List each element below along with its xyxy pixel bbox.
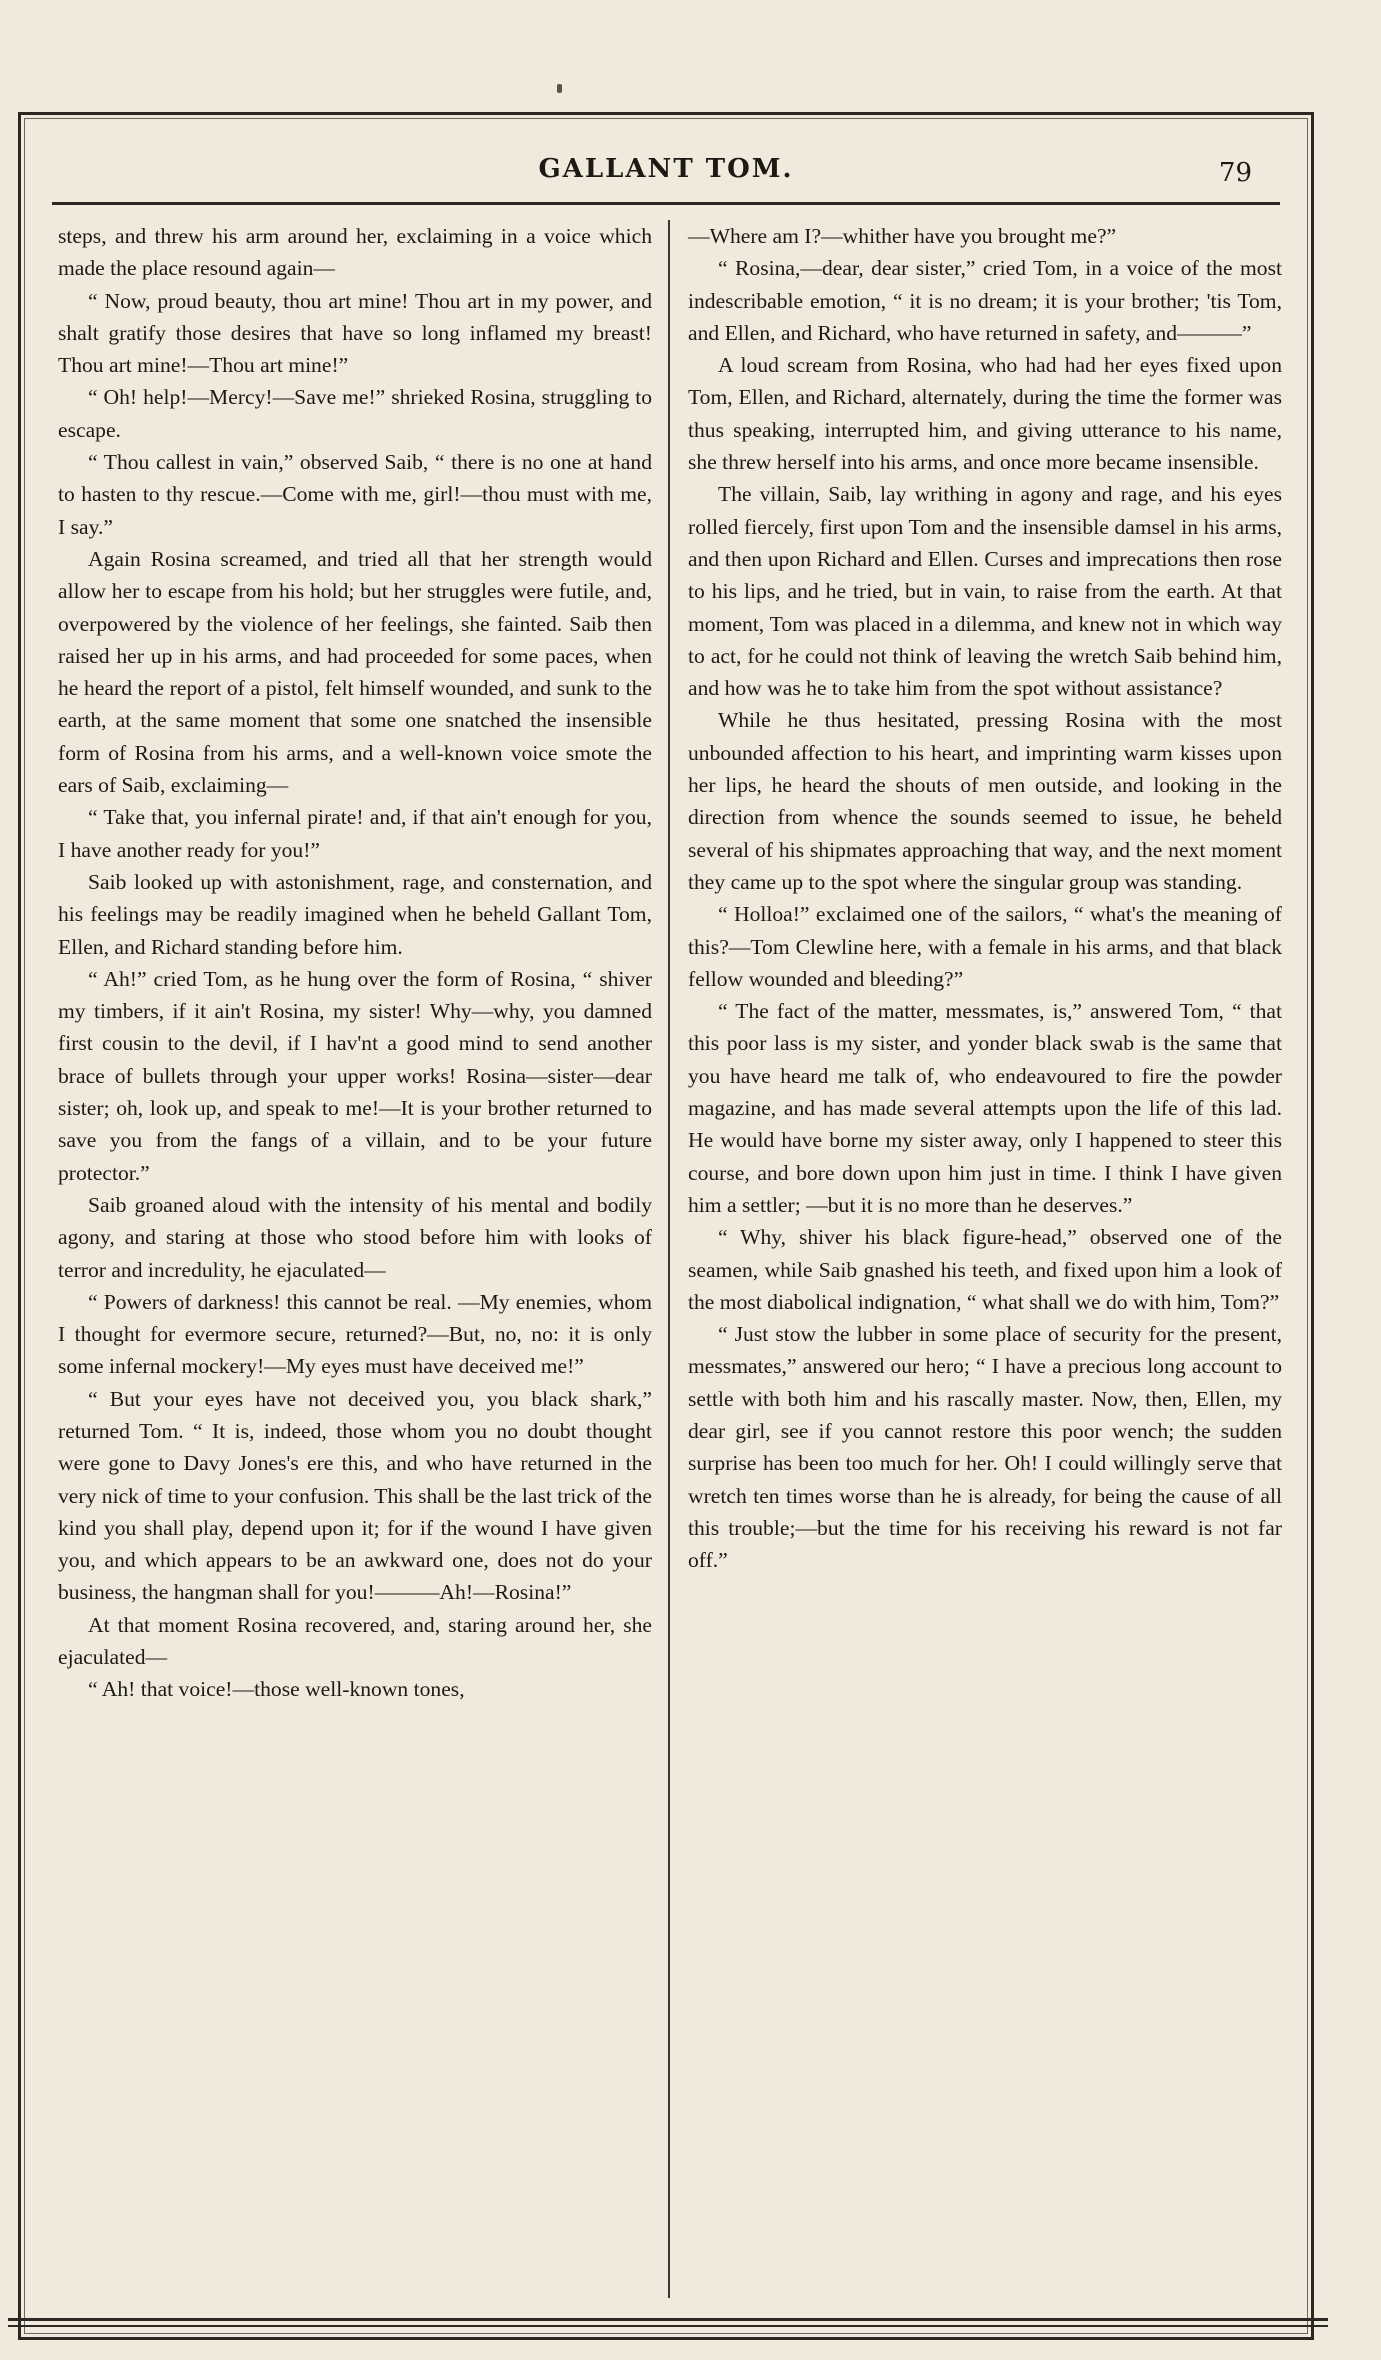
paragraph: “ Ah!” cried Tom, as he hung over the form of Rosina, “ shiver my timbers, if it ain't Rosina, my sister! Why—why, you damned first cousin to the devil, if I hav'nt a good mind to send another brace of bullets through your upper works! Rosina—sister—dear sister; oh, look up, and speak to me!—It is your brother returned to save you from the fangs of a villain, and to be your future protector.” bbox=[58, 966, 652, 1185]
page-number: 79 bbox=[1218, 158, 1252, 188]
paragraph: “ The fact of the matter, messmates, is,” answered Tom, “ that this poor lass is my sister, and yonder black swab is the same that you have heard me talk of, who endeavoured to fire the powder magazine, and has made several attempts upon the life of this lad. He would have borne my sister away, only I happened to steer this course, and bore down upon him just in time. I think I have given him a settler; —but it is no more than he deserves.” bbox=[688, 999, 1282, 1217]
paragraph: “ Why, shiver his black figure-head,” observed one of the seamen, while Saib gnashed his teeth, and fixed upon him a look of the most diabolical indignation, “ what shall we do with him, Tom?” bbox=[688, 1225, 1282, 1314]
paragraph: “ Oh! help!—Mercy!—Save me!” shrieked Rosina, struggling to escape. bbox=[58, 385, 652, 442]
right-column bbox=[688, 220, 1282, 1576]
paragraph: “ Rosina,—dear, dear sister,” cried Tom, in a voice of the most indescribable emotion, “ it is no dream; it is your brother; 'tis Tom, and Ellen, and Richard, who have returned in safety, and———” bbox=[688, 256, 1282, 345]
paragraph: Again Rosina screamed, and tried all that her strength would allow her to escape from his hold; but her struggles were futile, and, overpowered by the violence of her feelings, she fainted. Saib then raised her up in his arms, and had proceeded for some paces, when he heard the report of a pistol, felt himself wounded, and sunk to the earth, at the same moment that some one snatched the insensible form of Rosina from his arms, and a well-known voice smote the ears of Saib, exclaiming— bbox=[58, 546, 652, 798]
paragraph: “ Powers of darkness! this cannot be real. —My enemies, whom I thought for evermore secure, returned?—But, no, no: it is only some infernal mockery!—My eyes must have deceived me!” bbox=[58, 1289, 652, 1379]
paragraph: “ But your eyes have not deceived you, you black shark,” returned Tom. “ It is, indeed, those whom you no doubt thought were gone to Davy Jones's ere this, and who have returned in the very nick of time to your confusion. This shall be the last trick of the kind you shall play, depend upon it; for if the wound I have given you, and which appears to be an awkward one, does not do your business, the hangman shall for you!———Ah!—Rosina!” bbox=[58, 1386, 652, 1605]
paragraph: “ Holloa!” exclaimed one of the sailors, “ what's the meaning of this?—Tom Clewline here, with a female in his arms, and that black fellow wounded and bleeding?” bbox=[688, 902, 1282, 991]
paragraph: “ Take that, you infernal pirate! and, if that ain't enough for you, I have another ready for you!” bbox=[58, 805, 652, 862]
left-column bbox=[58, 220, 652, 1706]
paragraph: “ Thou callest in vain,” observed Saib, “ there is no one at hand to hasten to thy rescue.—Come with me, girl!—thou must with me, I say.” bbox=[58, 450, 652, 539]
paragraph: Saib looked up with astonishment, rage, and consternation, and his feelings may be readily imagined when he beheld Gallant Tom, Ellen, and Richard standing before him. bbox=[58, 869, 652, 959]
bottom-rule bbox=[8, 2318, 1328, 2327]
ink-speck bbox=[557, 84, 562, 93]
paragraph: Saib groaned aloud with the intensity of his mental and bodily agony, and staring at those who stood before him with looks of terror and incredulity, he ejaculated— bbox=[58, 1192, 652, 1282]
paragraph: At that moment Rosina recovered, and, staring around her, she ejaculated— bbox=[58, 1612, 652, 1670]
column-divider bbox=[668, 220, 670, 2298]
page-header bbox=[52, 152, 1280, 205]
paragraph: “ Ah! that voice!—those well-known tones, bbox=[88, 1677, 465, 1702]
paragraph: steps, and threw his arm around her, exclaiming in a voice which made the place resound again— bbox=[58, 224, 652, 281]
paragraph: The villain, Saib, lay writhing in agony and rage, and his eyes rolled fiercely, first upon Tom and the insensible damsel in his arms, and then upon Richard and Ellen. Curses and imprecations then rose to his lips, and he tried, but in vain, to raise from the earth. At that moment, Tom was placed in a dilemma, and knew not in which way to act, for he could not think of leaving the wretch Saib behind him, and how was he to take him from the spot without assistance? bbox=[688, 482, 1282, 701]
paragraph: “ Now, proud beauty, thou art mine! Thou art in my power, and shalt gratify those desires that have so long inflamed my breast! Thou art mine!—Thou art mine!” bbox=[58, 288, 652, 378]
paragraph: —Where am I?—whither have you brought me?” bbox=[688, 224, 1117, 248]
running-title: GALLANT TOM. bbox=[538, 154, 794, 184]
paragraph: A loud scream from Rosina, who had had her eyes fixed upon Tom, Ellen, and Richard, alternately, during the time the former was thus speaking, interrupted him, and giving utterance to his name, she threw herself into his arms, and once more became insensible. bbox=[688, 353, 1282, 475]
paragraph: While he thus hesitated, pressing Rosina with the most unbounded affection to his heart, and imprinting warm kisses upon her lips, he heard the shouts of men outside, and looking in the direction from whence the sounds seemed to issue, he beheld several of his shipmates approaching that way, and the next moment they came up to the spot where the singular group was standing. bbox=[688, 708, 1282, 894]
paragraph: “ Just stow the lubber in some place of security for the present, messmates,” answered our hero; “ I have a precious long account to settle with both him and his rascally master. Now, then, Ellen, my dear girl, see if you cannot restore this poor wench; the sudden surprise has been too much for her. Oh! I could willingly serve that wretch ten times worse than he is already, for being the cause of all this trouble;—but the time for his receiving his reward is not far off.” bbox=[688, 1322, 1282, 1573]
